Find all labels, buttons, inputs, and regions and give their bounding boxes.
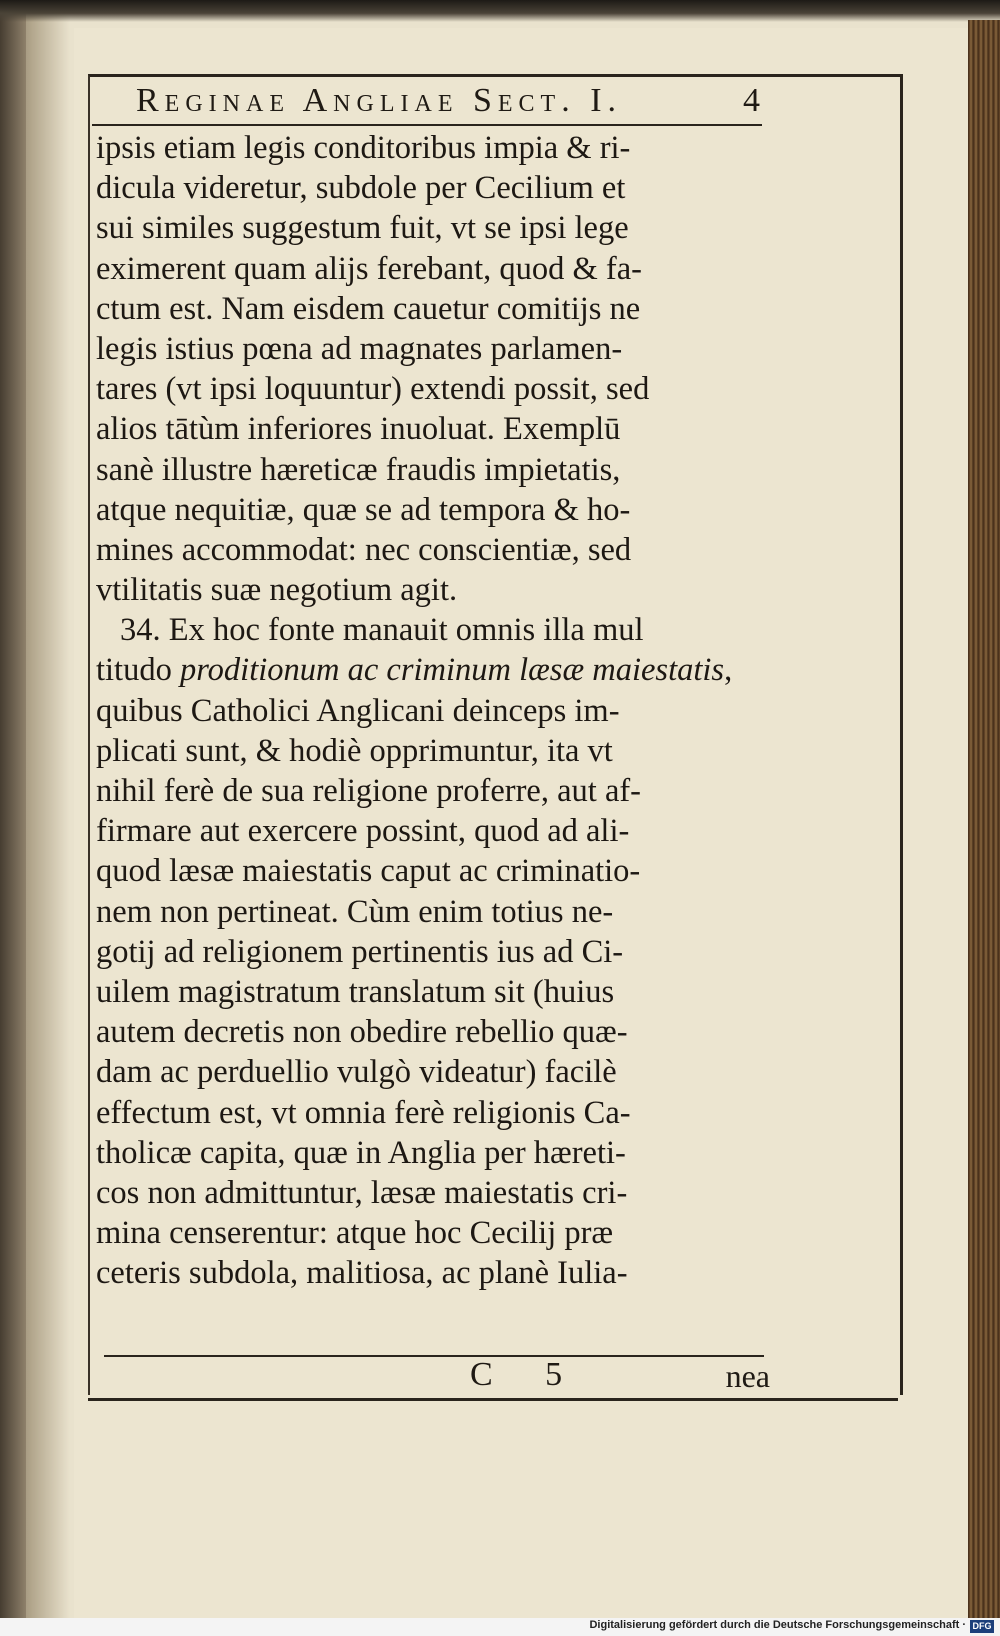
text-line: quod læsæ maiestatis caput ac criminatio- bbox=[96, 853, 641, 890]
text-line: atque nequitiæ, quæ se ad tempora & ho- bbox=[96, 491, 631, 528]
footer-rule bbox=[104, 1355, 764, 1357]
body-text bbox=[96, 128, 760, 1293]
text-line: nihil ferè de sua religione proferre, aut af- bbox=[96, 773, 642, 809]
text-line: ipsis etiam legis conditoribus impia & ri- bbox=[96, 130, 631, 166]
folio-number: 4 bbox=[743, 82, 760, 119]
text-line: ctum est. Nam eisdem cauetur comitijs ne bbox=[96, 290, 641, 327]
text-line: legis istius pœna ad magnates parlamen- bbox=[96, 330, 623, 367]
frame-bottom-rule bbox=[88, 1398, 898, 1401]
text-line: tares (vt ipsi loquuntur) extendi possit, sed bbox=[96, 371, 650, 408]
catchword: nea bbox=[725, 1358, 770, 1394]
italic-phrase: proditionum ac criminum læsæ maiestatis bbox=[179, 652, 725, 689]
running-title: Reginae Angliae Sect. I. bbox=[136, 82, 623, 119]
book-gutter bbox=[0, 0, 26, 1618]
text-line: effectum est, vt omnia ferè religionis Ca- bbox=[96, 1094, 631, 1131]
text-line: plicati sunt, & hodiè opprimuntur, ita vt bbox=[96, 732, 613, 769]
section-34-first-line: 34. Ex hoc fonte manauit omnis illa mul bbox=[120, 612, 644, 649]
funding-credit: Digitalisierung gefördert durch die Deutsche Forschungsgemeinschaft · bbox=[589, 1619, 966, 1631]
text-line: uilem magistratum translatum sit (huius bbox=[96, 973, 615, 1010]
page-edges bbox=[968, 20, 1000, 1618]
text-line: cos non admittuntur, læsæ maiestatis cri- bbox=[96, 1174, 628, 1211]
text-line: tholicæ capita, quæ in Anglia per hæreti- bbox=[96, 1134, 626, 1171]
dfg-logo: DFG bbox=[970, 1620, 994, 1633]
text-line: alios tātùm inferiores inuoluat. Exemplū bbox=[96, 411, 621, 448]
text-fragment: , bbox=[724, 652, 733, 689]
text-line: vtilitatis suæ negotium agit. bbox=[96, 572, 458, 609]
text-line: dam ac perduellio vulgò videatur) facilè bbox=[96, 1054, 617, 1091]
text-line: sanè illustre hæreticæ fraudis impietatis, bbox=[96, 451, 621, 488]
text-line: ceteris subdola, malitiosa, ac planè Iulia- bbox=[96, 1255, 628, 1292]
header-rule bbox=[92, 124, 762, 126]
top-edge-shadow bbox=[0, 0, 1000, 22]
text-line: dicula videretur, subdole per Cecilium et bbox=[96, 170, 626, 207]
text-line: mines accommodat: nec conscientiæ, sed bbox=[96, 531, 632, 568]
text-line: sui similes suggestum fuit, vt se ipsi lege bbox=[96, 210, 629, 247]
text-line: eximerent quam alijs ferebant, quod & fa- bbox=[96, 250, 642, 287]
text-line: nem non pertineat. Cùm enim totius ne- bbox=[96, 893, 614, 930]
text-line: mina censerentur: atque hoc Cecilij præ bbox=[96, 1215, 614, 1252]
text-line: firmare aut exercere possint, quod ad ali- bbox=[96, 813, 630, 850]
text-fragment: titudo bbox=[96, 652, 180, 689]
text-line: autem decretis non obedire rebellio quæ- bbox=[96, 1014, 628, 1051]
text-line: quibus Catholici Anglicani deinceps im- bbox=[96, 692, 620, 729]
text-line: gotij ad religionem pertinentis ius ad Ci- bbox=[96, 933, 624, 970]
signature-mark: C 5 bbox=[470, 1356, 585, 1393]
section-34-italic-line bbox=[96, 650, 760, 690]
